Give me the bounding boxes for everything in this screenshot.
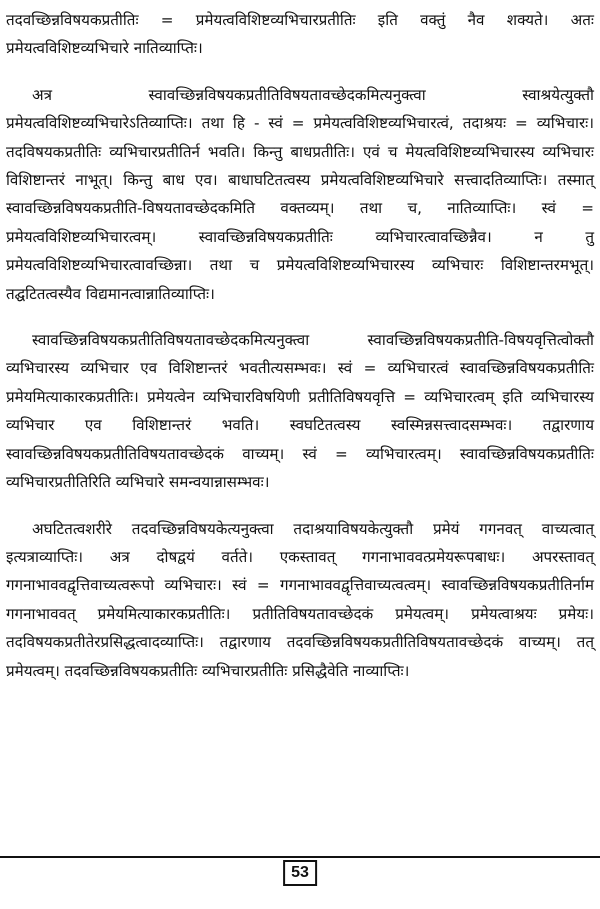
page-number: 53 [283, 860, 317, 886]
paragraph-2: अत्र स्वावच्छिन्नविषयकप्रतीतिविषयतावच्छेदकमित्यनुक्त्वा स्वाश्रयेत्युक्तौ प्रमेयत्वविशिष्टव्यभिचारेऽतिव्याप्तिः। तथा हि - स्वं = प्रमेयत्वविशिष्टव्यभिचारत्वं, तदाश्रयः = व्यभिचारः। तदविषयकप्रतीतिः व्यभिचारप्रतीतिर्न भवति। किन्तु बाधप्रतीतिः। एवं च मेयत्वविशिष्टव्यभिचारस्य व्यभिचारः विशिष्टान्तरं नाभूत्। किन्तु बाध एव। बाधाघटितत्वस्य प्रमेयत्वविशिष्टव्यभिचारे सत्त्वादतिव्याप्तिः। तस्मात् स्वावच्छिन्नविषयकप्रतीति-विषयतावच्छेदकमिति वक्तव्यम्। तथा च, नातिव्याप्तिः। स्वं = प्रमेयत्वविशिष्टव्यभिचारत्वम्। स्वावच्छिन्नविषयकप्रतीतिः व्यभिचारत्वावच्छिन्नैव। न तु प्रमेयत्वविशिष्टव्यभिचारत्वावच्छिन्ना। तथा च प्रमेयत्वविशिष्टव्यभिचारस्य व्यभिचारः विशिष्टान्तरमभूत्। तद्घटितत्वस्यैव विद्यमानत्वान्नातिव्याप्तिः। [6, 85, 594, 303]
paragraph-3: स्वावच्छिन्नविषयकप्रतीतिविषयतावच्छेदकमित्यनुक्त्वा स्वावच्छिन्नविषयकप्रतीति-विषयवृत्तित्वोक्तौ व्यभिचारस्य व्यभिचार एव विशिष्टान्तरं भवतीत्यसम्भवः। स्वं = व्यभिचारत्वं स्वावच्छिन्नविषयकप्रतीतिः प्रमेयमित्याकारकप्रतीतिः। प्रमेयत्वेन व्यभिचारविषयिणी प्रतीतिविषयवृत्ति = व्यभिचारत्वम् इति व्यभिचारस्य व्यभिचार एव विशिष्टान्तरं भवति। स्वघटितत्वस्य स्वस्मिन्नसत्त्वादसम्भवः। तद्वारणाय स्वावच्छिन्नविषयकप्रतीतिविषयतावच्छेदकं वाच्यम्। स्वं = व्यभिचारत्वम्। स्वावच्छिन्नविषयकप्रतीतिः व्यभिचारप्रतीतिरिति व्यभिचारे समन्वयान्नासम्भवः। [6, 331, 594, 492]
paragraph-4: अघटितत्वशरीरे तदवच्छिन्नविषयकेत्यनुक्त्वा तदाश्रयाविषयकेत्युक्तौ प्रमेयं गगनवत् वाच्यत्वात् इत्यत्राव्याप्तिः। अत्र दोषद्वयं वर्तते। एकस्तावत् गगनाभाववत्प्रमेयरूपबाधः। अपरस्तावत् गगनाभाववद्वृत्तिवाच्यत्वरूपो व्यभिचारः। स्वं = गगनाभाववद्वृत्तिवाच्यत्वत्वम्। स्वावच्छिन्नविषयकप्रतीतिर्नाम गगनाभाववत् प्रमेयमित्याकारकप्रतीतिः। प्रतीतिविषयतावच्छेदकं प्रमेयत्वम्। प्रमेयत्वाश्रयः प्रमेयः। तदविषयकप्रतीतेरप्रसिद्धत्वादव्याप्तिः। तद्वारणाय तदवच्छिन्नविषयकप्रतीतिविषयतावच्छेदकं वाच्यम्। तत् प्रमेयत्वम्। तदवच्छिन्नविषयकप्रतीतिः व्यभिचारप्रतीतिः प्रसिद्धैवेति नाव्याप्तिः। [6, 519, 594, 680]
paragraph-1: तदवच्छिन्नविषयकप्रतीतिः = प्रमेयत्वविशिष्टव्यभिचारप्रतीतिः इति वक्तुं नैव शक्यते। अतः प्रमेयत्वविशिष्टव्यभिचारे नातिव्याप्तिः। [6, 11, 594, 58]
footer-rule [0, 856, 600, 858]
